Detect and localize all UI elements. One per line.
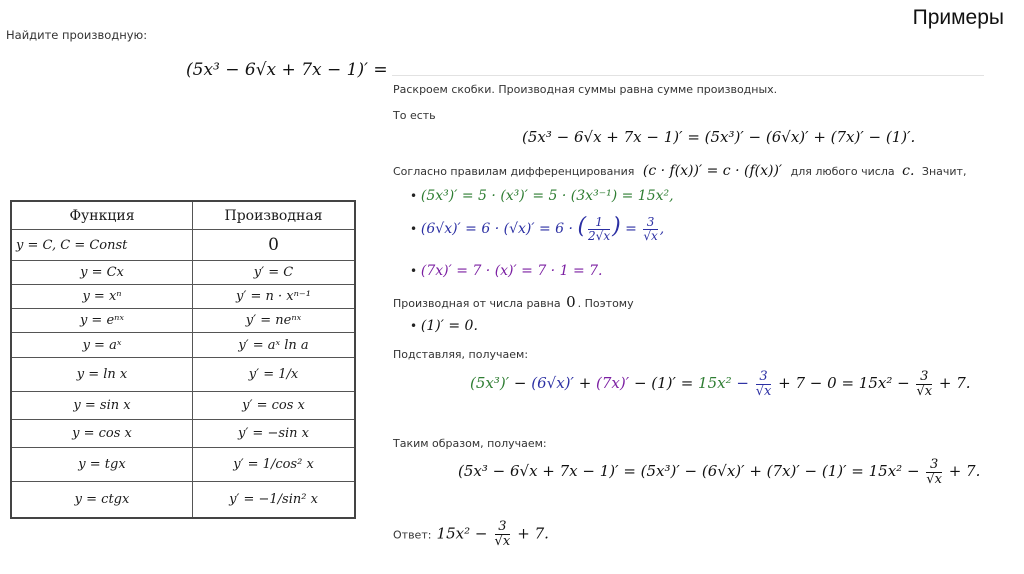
frac-num: 3 [916,370,932,385]
subst-a: (5x³)′ [470,374,510,393]
frac-den: √x [755,383,772,399]
rule-c: c. [902,163,915,179]
frac-den: √x [916,383,933,399]
frac-num: 3 [756,370,772,385]
thus-fraction [926,458,942,486]
func-cell: y = cos x [11,420,193,448]
func-cell: y = tgx [11,448,193,482]
expanded-expression: (5x³ − 6√x + 7x − 1)′ = (5x³)′ − (6√x)′ + (7x)′ − (1)′. [522,128,916,146]
table-row [11,230,355,261]
rule-formula: (c · f(x))′ = c · (f(x))′ [642,163,783,179]
subst-d: − (1)′ = [633,374,694,393]
deriv-cell: y′ = 1/cos² x [193,448,356,482]
thus-expression [458,458,980,486]
bullet-3: • (7x)′ = 7 · (x)′ = 7 · 1 = 7. [410,263,603,279]
table-row [11,392,355,420]
answer-fraction [495,520,511,548]
bullet-1: • (5x³)′ = 5 · (x³)′ = 5 · (3x³⁻¹) = 15x², [410,188,674,204]
subst-c: (7x)′ [596,374,630,393]
answer-expr: 15x² − [436,524,488,543]
frac-den: √x [926,471,942,487]
func-cell: y = ctgx [11,482,193,518]
table-header-row [11,201,355,230]
rule-line [393,163,966,179]
subst-label: Подставляя, получаем: [393,348,529,361]
table-row [11,358,355,392]
table-row [11,309,355,333]
answer-line [393,520,549,548]
table-row [11,420,355,448]
bullet2-frac-den: 2√x [588,228,611,243]
subst-g: + 7. [938,374,971,393]
thus-label: Таким образом, получаем: [393,437,547,450]
bullet2-math: (6√x)′ = 6 · (√x)′ = 6 · ( $\frac{1}{2√x}$ ) = $\frac{3}{√x}$ , [420,214,665,243]
subst-expression: (5x³)′ − (6√x)′ + (7x)′ − (1)′ = 15x² − $\frac{3}{√x}$ + 7 − 0 = 15x² − $\frac{3}{√x}$ + 7. [470,369,971,399]
subst-b: (6√x)′ [531,374,574,393]
answer-label: Ответ: [393,528,432,542]
step2-text: То есть [393,109,436,122]
func-cell: y = Cx [11,261,193,285]
const-text: Производная от числа равна [393,297,561,310]
subst-fraction-1 [756,370,772,398]
header-derivative: Производная [193,201,356,230]
deriv-cell: y′ = aˣ ln a [193,333,356,358]
deriv-cell: y′ = cos x [193,392,356,420]
bullet4-math: (1)′ = 0. [420,318,478,334]
table-row [11,333,355,358]
bullet1-math: (5x³)′ = 5 · (x³)′ = 5 · (3x³⁻¹) = 15x², [420,188,674,204]
func-cell: y = eⁿˣ [11,309,193,333]
thus-expr: (5x³ − 6√x + 7x − 1)′ = (5x³)′ − (6√x)′ + (7x)′ − (1)′ = 15x² − [458,462,920,481]
slide-title: Примеры [912,6,1004,29]
deriv-cell: y′ = C [193,261,356,285]
frac-num: 3 [926,458,942,473]
deriv-cell: 0 [193,230,356,261]
table-row [11,482,355,518]
rule-suffix: для любого числа [790,165,895,178]
deriv-cell: y′ = −sin x [193,420,356,448]
func-cell: y = ln x [11,358,193,392]
task-label: Найдите производную: [6,28,148,42]
subst-fraction-2 [916,370,932,398]
table-row [11,448,355,482]
const-zero: 0 [566,293,576,311]
bullet3-math: (7x)′ = 7 · (x)′ = 7 · 1 = 7. [420,263,603,279]
func-cell: y = aˣ [11,333,193,358]
bullet2-fraction [588,216,610,242]
table-row [11,261,355,285]
frac-num: 3 [495,520,511,535]
bullet2-res-den: √x [643,228,658,243]
subst-f: + 7 − 0 = 15x² − [778,374,910,393]
bullet-4: • (1)′ = 0. [410,318,478,334]
const-after: . Поэтому [577,297,634,310]
func-cell: y = sin x [11,392,193,420]
rule-prefix: Согласно правилам дифференцирования [393,165,635,178]
bullet2-eq: = [625,221,637,237]
derivative-table [10,200,356,519]
divider [392,75,984,76]
bullet2-result [643,216,657,242]
bullet-2: • (6√x)′ = 6 · (√x)′ = 6 · ( $\frac{1}{2√x}$ ) = $\frac{3}{√x}$ , [410,214,665,243]
rule-end: Значит, [921,165,967,178]
main-expression: (5x³ − 6√x + 7x − 1)′ = [186,60,388,80]
func-cell: y = C, C = Const [11,230,193,261]
func-cell: y = xⁿ [11,285,193,309]
deriv-cell: y′ = 1/x [193,358,356,392]
thus-end: + 7. [948,462,981,481]
bullet2-res-num: 3 [643,216,657,230]
deriv-cell: y′ = neⁿˣ [193,309,356,333]
bullet2-left: (6√x)′ = 6 · (√x)′ = 6 · [420,221,573,237]
deriv-cell: y′ = −1/sin² x [193,482,356,518]
table-row [11,285,355,309]
subst-e: 15x² [698,374,732,393]
step1-text: Раскроем скобки. Производная суммы равна сумме производных. [393,83,778,96]
header-function: Функция [11,201,193,230]
bullet2-frac-num: 1 [588,216,610,230]
answer-end: + 7. [517,524,549,543]
frac-den: √x [494,533,511,549]
deriv-cell: y′ = n · xⁿ⁻¹ [193,285,356,309]
const-line [393,293,634,311]
